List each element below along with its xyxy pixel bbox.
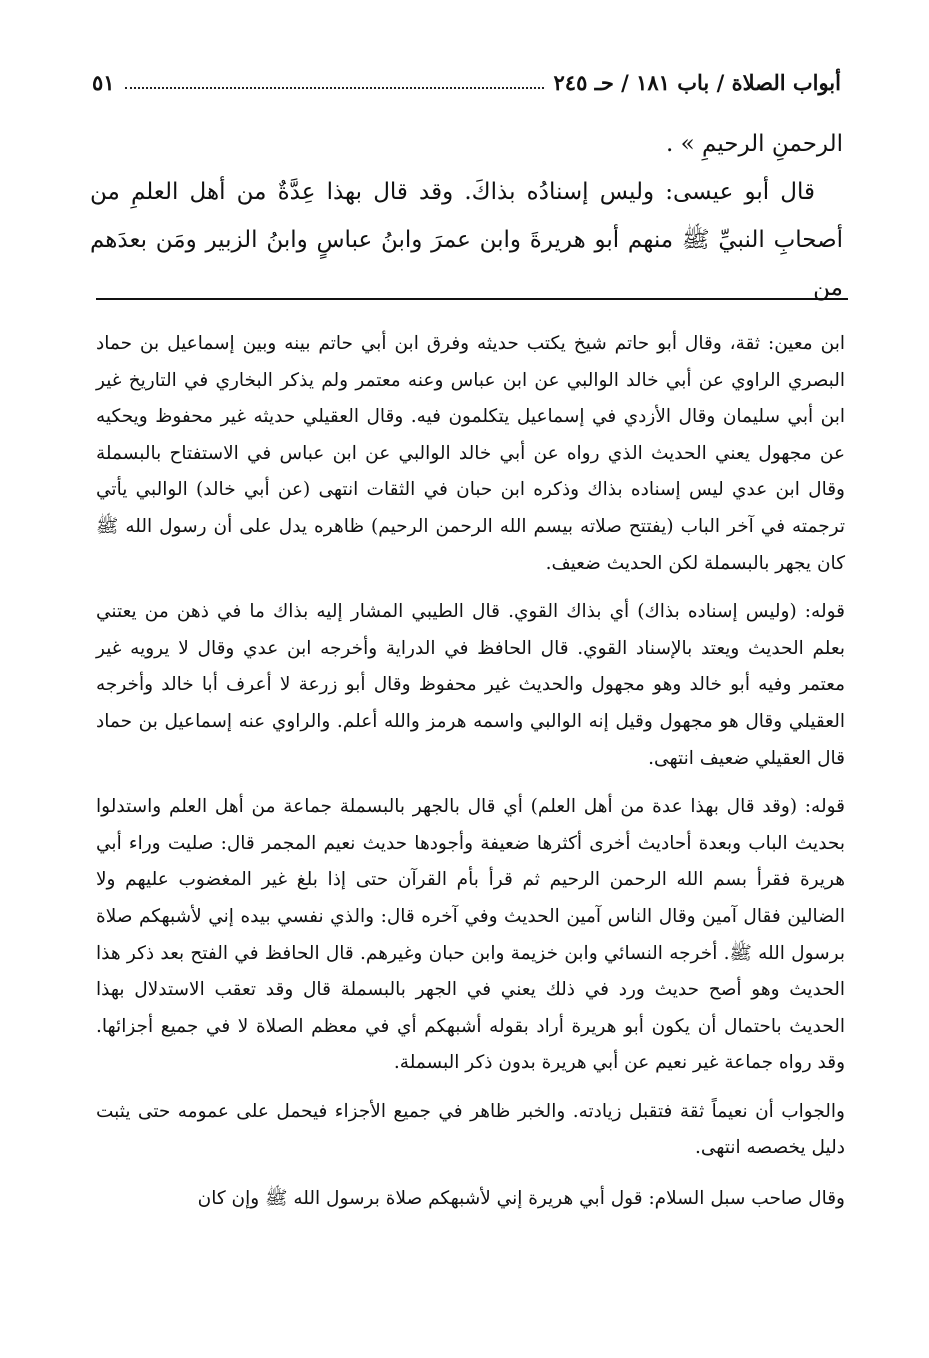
main-paragraph: قال أبو عيسى: وليس إسنادُه بذاكَ. وقد قال بهذا عِدَّةٌ من أهل العلمِ من أصحابِ النبيِّ ﷺ منهم أبو هريرةَ وابن عمرَ وابنُ عباسٍ وابنُ الزبير ومَن بعدَهم من bbox=[90, 179, 843, 301]
commentary-paragraph-1: ابن معين: ثقة، وقال أبو حاتم شيخ يكتب حديثه وفرق ابن أبي حاتم بينه وبين إسماعيل بن حماد البصري الراوي عن أبي خالد الوالبي عن ابن عباس وعنه معتمر ولم يذكر البخاري في التاريخ غير ابن أبي سليمان وقال الأزدي في إسماعيل يتكلمون فيه. وقال العقيلي حديثه غير محفوظ ويحكيه عن مجهول يعني الحديث الذي رواه عن أبي خالد الوالبي عن ابن عباس في الاستفتاح بالبسملة وقال ابن عدي ليس إسناده بذاك وذكره ابن حبان في الثقات انتهى (عن أبي خالد) الوالبي يأتي ترجمته في آخر الباب (يفتتح صلاته بيسم الله الرحمن الرحيم) ظاهره يدل على أن رسول الله ﷺ كان يجهر بالبسملة لكن الحديث ضعيف. bbox=[96, 333, 845, 574]
commentary-paragraph-2: قوله: (وليس إسناده بذاك) أي بذاك القوي. قال الطيبي المشار إليه بذاك ما في ذهن من يعتني بعلم الحديث ويعتد بالإسناد القوي. قال الحافظ في الدراية وأخرجه ابن عدي وقال لا يرويه غير معتمر وفيه أبو خالد وهو مجهول والحديث غير محفوظ وقال أبو زرعة لا أعرف أبا خالد وأخرجه العقيلي وقال هو مجهول وقيل إنه الوالبي واسمه هرمز والله أعلم. والراوي عنه إسماعيل بن حماد قال العقيلي ضعيف انتهى. bbox=[96, 601, 845, 769]
header-title: أبواب الصلاة / باب ١٨١ / حـ ٢٤٥ bbox=[553, 69, 841, 95]
running-header bbox=[92, 64, 841, 100]
commentary-paragraph-3: قوله: (وقد قال بهذا عدة من أهل العلم) أي قال بالجهر بالبسملة جماعة من أهل العلم واستدلوا بحديث الباب وبعدة أحاديث أخرى أكثرها ضعيفة وأجودها حديث نعيم المجمر قال: صليت وراء أبي هريرة فقرأ بسم الله الرحمن الرحيم ثم قرأ بأم القرآن حتى إذا بلغ غير المغضوب عليهم ولا الضالين فقال آمين وقال الناس آمين الحديث وفي آخره قال: والذي نفسي بيده إني لأشبهكم صلاة برسول الله ﷺ. أخرجه النسائي وابن خزيمة وابن حبان وغيرهم. قال الحافظ في الفتح بعد ذكر هذا الحديث وهو أصح حديث ورد في ذلك يعني في الجهر بالبسملة قال وقد تعقب الاستدلال بهذا الحديث باحتمال أن يكون أبو هريرة أراد بقوله أشبهكم أي في معظم الصلاة لا في جميع أجزائها. وقد رواه جماعة غير نعيم عن أبي هريرة بدون ذكر البسملة. bbox=[96, 796, 845, 1074]
page-number: ٥١ bbox=[92, 69, 115, 95]
main-line-1: الرحمنِ الرحيمِ » . bbox=[666, 131, 843, 157]
commentary-paragraph-5: وقال صاحب سبل السلام: قول أبي هريرة إني لأشبهكم صلاة برسول الله ﷺ وإن كان bbox=[197, 1188, 845, 1210]
commentary-paragraph-4: والجواب أن نعيماً ثقة فتقبل زيادته. والخبر ظاهر في جميع الأجزاء فيحمل على عمومه حتى يثبت دليل يخصصه انتهى. bbox=[96, 1100, 845, 1159]
header-dotted-leader bbox=[125, 87, 544, 89]
footnote-separator bbox=[96, 298, 848, 300]
commentary bbox=[96, 326, 845, 1230]
main-text bbox=[90, 120, 843, 312]
